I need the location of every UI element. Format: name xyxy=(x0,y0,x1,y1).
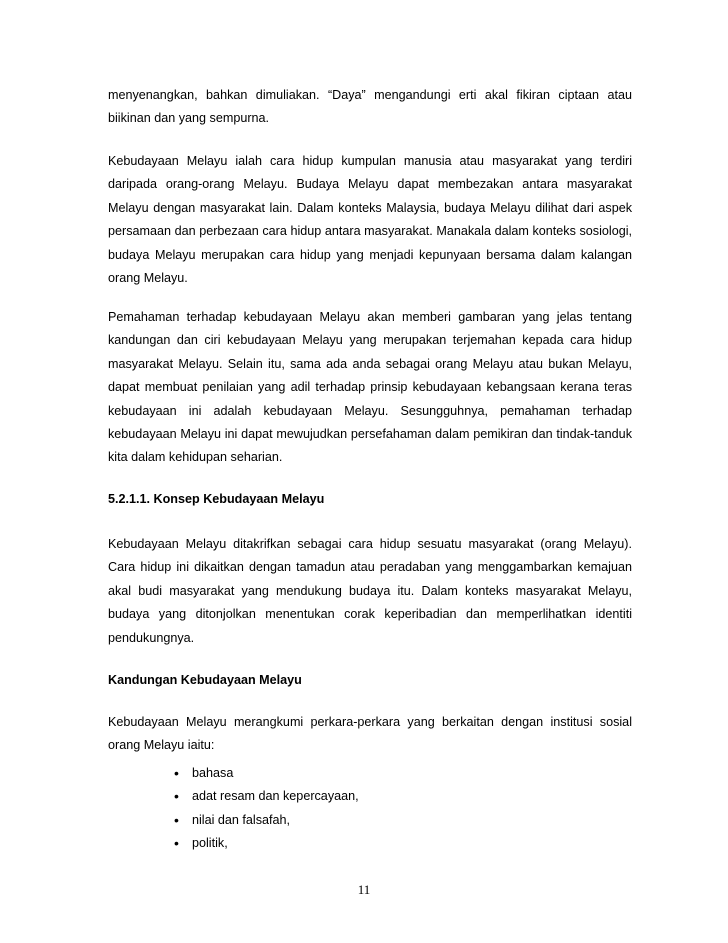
paragraph-understanding: Pemahaman terhadap kebudayaan Melayu akan memberi gambaran yang jelas tentang kandungan dan ciri kebudayaan Melayu yang merupakan terjemahan kepada cara hidup masyarakat Melayu. Selain itu, sama ada anda sebagai orang Melayu atau bukan Melayu, dapat membuat penilaian yang adil terhadap prinsip kebudayaan kebangsaan kerana teras kebudayaan ini adalah kebudayaan Melayu. Sesungguhnya, pemahaman terhadap kebudayaan Melayu ini dapat mewujudkan persefahaman dalam pemikiran dan tindak-tanduk kita dalam kehidupan seharian. xyxy=(108,310,632,465)
paragraph-intro-continuation: menyenangkan, bahkan dimuliakan. “Daya” mengandungi erti akal fikiran ciptaan atau biikinan dan yang sempurna. xyxy=(108,88,632,126)
section-heading-contents: Kandungan Kebudayaan Melayu xyxy=(108,673,302,687)
bullet-icon: • xyxy=(174,811,179,828)
list-item xyxy=(108,809,632,832)
list-item-text: bahasa xyxy=(192,766,234,780)
page-number: 11 xyxy=(357,882,371,897)
list-item-text: adat resam dan kepercayaan, xyxy=(192,789,359,804)
bullet-icon: • xyxy=(174,788,179,805)
list-item xyxy=(108,785,632,808)
paragraph-concept: Kebudayaan Melayu ditakrifkan sebagai cara hidup sesuatu masyarakat (orang Melayu). Cara hidup ini dikaitkan dengan tamadun atau peradaban yang menggambarkan kemajuan akal budi masyarakat yang mendukung budaya itu. Dalam konteks masyarakat Melayu, budaya yang ditonjolkan menentukan corak keperibadian dan memperlihatkan identiti pendukungnya. xyxy=(108,537,632,645)
list-item xyxy=(108,762,632,785)
bullet-icon: • xyxy=(174,835,179,852)
list-item-text: nilai dan falsafah, xyxy=(192,812,291,827)
list-item-text: politik, xyxy=(192,836,228,851)
paragraph-contents: Kebudayaan Melayu merangkumi perkara-perkara yang berkaitan dengan institusi sosial orang Melayu iaitu: xyxy=(108,715,632,753)
bullet-list xyxy=(108,762,632,856)
list-item xyxy=(108,832,632,855)
section-heading-concept: 5.2.1.1. Konsep Kebudayaan Melayu xyxy=(108,492,325,506)
paragraph-definition: Kebudayaan Melayu ialah cara hidup kumpulan manusia atau masyarakat yang terdiri daripada orang-orang Melayu. Budaya Melayu dapat membezakan antara masyarakat Melayu dengan masyarakat lain. Dalam konteks Malaysia, budaya Melayu dilihat dari aspek persamaan dan perbezaan cara hidup antara masyarakat. Manakala dalam konteks sosiologi, budaya Melayu merupakan cara hidup yang menjadi kepunyaan bersama dalam kalangan orang Melayu. xyxy=(108,154,632,286)
bullet-icon: • xyxy=(174,765,179,781)
